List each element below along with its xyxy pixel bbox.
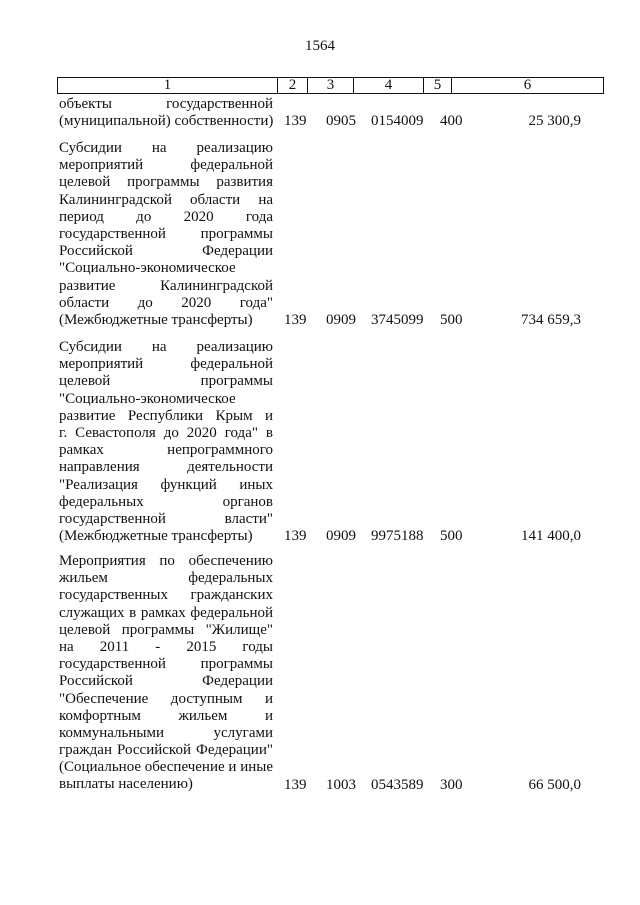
description-line: Калининградской области на	[59, 191, 273, 208]
description-line: государственных гражданских	[59, 587, 273, 604]
description-line: направления деятельности	[59, 459, 273, 476]
expense-type-code: 500	[440, 528, 463, 545]
column-header-4: 4	[354, 78, 424, 93]
description-line: Субсидии на реализацию	[59, 140, 273, 156]
description-line: целевой программы "Жилище"	[59, 621, 273, 638]
description-line: государственной власти"	[59, 510, 273, 527]
table-row	[0, 553, 640, 794]
description-line: на 2011 - 2015 годы	[59, 638, 273, 655]
section-code: 0905	[326, 113, 356, 130]
description-line: государственной программы	[59, 656, 273, 673]
description-line: Российской Федерации	[59, 243, 273, 260]
description-line: граждан Российской Федерации"	[59, 742, 273, 759]
description-line: Мероприятия по обеспечению	[59, 553, 273, 569]
description-line: рамках непрограммного	[59, 442, 273, 459]
expense-type-code: 300	[440, 776, 463, 793]
section-code: 0909	[326, 528, 356, 545]
description-line: области до 2020 года"	[59, 294, 273, 311]
description-line: мероприятий федеральной	[59, 157, 273, 174]
target-article-code: 0154009	[371, 113, 424, 130]
column-header-2: 2	[278, 78, 308, 93]
description-line: федеральных органов	[59, 493, 273, 510]
description-line: (муниципальной) собственности)	[59, 113, 274, 130]
column-header-3: 3	[308, 78, 354, 93]
row-description	[59, 553, 273, 794]
section-code: 0909	[326, 312, 356, 328]
description-line: (Межбюджетные трансферты)	[59, 528, 253, 545]
ministry-code: 139	[284, 312, 307, 328]
description-line: период до 2020 года	[59, 208, 273, 225]
target-article-code: 9975188	[371, 528, 424, 545]
table-row	[0, 339, 640, 545]
table-row	[0, 96, 640, 130]
description-line: развитие Республики Крым и	[59, 407, 273, 424]
amount-value: 734 659,3	[521, 312, 581, 328]
expense-type-code: 500	[440, 312, 463, 328]
column-header-6: 6	[523, 77, 532, 93]
row-description	[59, 339, 273, 545]
expense-type-code: 400	[440, 113, 463, 130]
description-line: объекты государственной	[59, 96, 273, 112]
description-line: служащих в рамках федеральной	[59, 604, 273, 621]
description-line: государственной программы	[59, 225, 273, 242]
column-header-5: 5	[424, 78, 452, 93]
row-description	[59, 140, 273, 329]
ministry-code: 139	[284, 528, 307, 545]
description-line: целевой программы	[59, 373, 273, 390]
description-line: целевой программы развития	[59, 174, 273, 191]
section-code: 1003	[326, 776, 356, 793]
target-article-code: 3745099	[371, 312, 424, 328]
description-line: коммунальными услугами	[59, 724, 273, 741]
description-line: мероприятий федеральной	[59, 356, 273, 373]
table-header	[57, 77, 604, 94]
amount-value: 141 400,0	[521, 528, 581, 545]
target-article-code: 0543589	[371, 776, 424, 793]
row-description	[59, 96, 273, 130]
page-number: 1564	[305, 38, 335, 54]
amount-value: 25 300,9	[528, 113, 581, 130]
description-line: г. Севастополя до 2020 года" в	[59, 424, 273, 441]
amount-value: 66 500,0	[528, 776, 581, 793]
description-line: комфортным жильем и	[59, 707, 273, 724]
description-line: Субсидии на реализацию	[59, 339, 273, 355]
description-line: выплаты населению)	[59, 776, 193, 793]
description-line: Российской Федерации	[59, 673, 273, 690]
description-line: "Социально-экономическое	[59, 260, 236, 277]
ministry-code: 139	[284, 776, 307, 793]
description-line: развитие Калининградской	[59, 277, 273, 294]
description-line: "Социально-экономическое	[59, 390, 236, 407]
description-line: "Реализация функций иных	[59, 476, 273, 493]
description-line: (Социальное обеспечение и иные	[59, 759, 273, 776]
description-line: "Обеспечение доступным и	[59, 690, 273, 707]
column-header-1: 1	[58, 78, 278, 93]
description-line: (Межбюджетные трансферты)	[59, 311, 253, 328]
ministry-code: 139	[284, 113, 307, 130]
table-row	[0, 140, 640, 329]
description-line: жильем федеральных	[59, 570, 273, 587]
